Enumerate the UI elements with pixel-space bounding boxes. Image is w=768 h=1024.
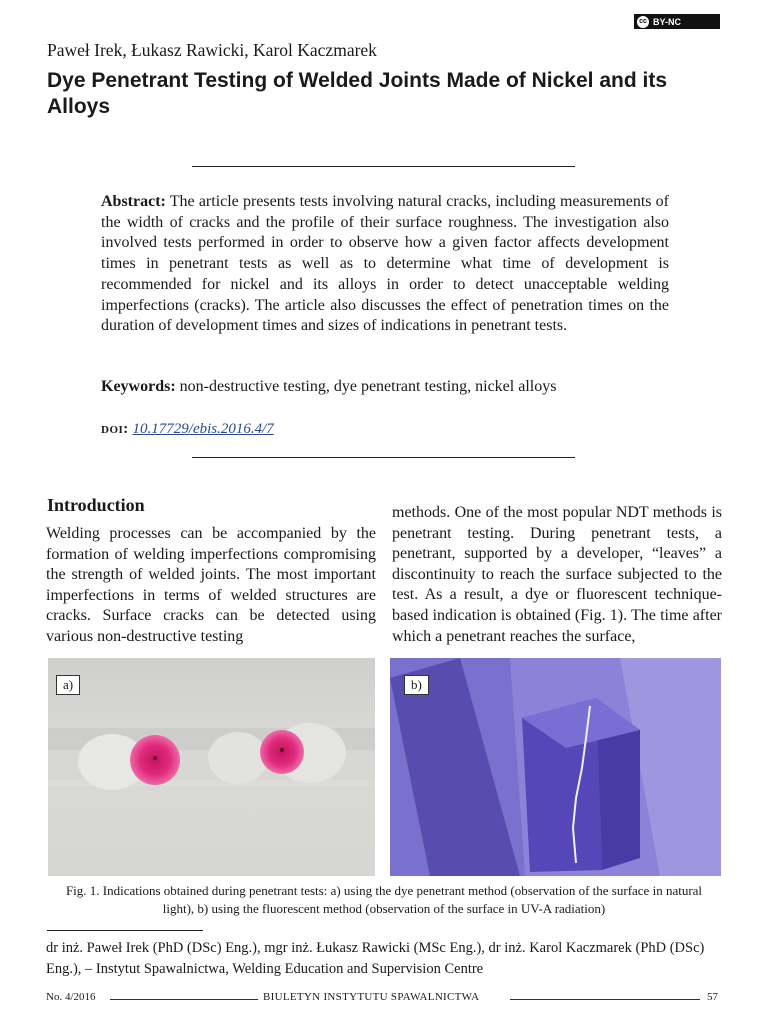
footer-line-left	[110, 999, 258, 1000]
footer-issue: No. 4/2016	[46, 991, 96, 1003]
introduction-heading: Introduction	[47, 495, 145, 515]
figure-1b-label: b)	[404, 675, 429, 695]
license-label: BY-NC	[653, 16, 682, 27]
introduction-left-column: Welding processes can be accompanied by the formation of welding imperfections compromising the strength of welded joints. The most important imperfections in terms of welded structures are cracks. Surface cracks can be detected using various non-destructive testing	[46, 525, 376, 645]
abstract-text: The article presents tests involving natural cracks, including measurements of the width of cracks and the profile of their surface roughness. The investigation also involved tests performed in order to observe how a given factor affects development times in penetrant tests as well as to determine what time of development is recommended for nickel and its alloys in order to detect unacceptable welding imperfections (cracks). The article also discusses the effect of penetration times on the duration of development times and sizes of indications in penetrant tests.	[101, 193, 669, 335]
figure-1a-photo	[48, 658, 375, 876]
abstract-top-rule	[192, 166, 575, 167]
introduction-right-column: methods. One of the most popular NDT methods is penetrant testing. During penetrant tests, a penetrant, supported by a developer, “leaves” a discontinuity to reach the surface subjected to the test. As a result, a dye or fluorescent technique-based indication is obtained (Fig. 1). The time after which a penetrant reaches the surface,	[392, 504, 722, 645]
authors: Paweł Irek, Łukasz Rawicki, Karol Kaczmarek	[47, 40, 377, 60]
footer-page-number: 57	[707, 991, 718, 1003]
figure-1-caption: Fig. 1. Indications obtained during penetrant tests: a) using the dye penetrant method (observation of the surface in natural light), b) using the fluorescent method (observation of the surface in UV-A radiation)	[65, 883, 703, 916]
footnote-rule	[47, 930, 203, 931]
figure-1b-photo	[390, 658, 721, 876]
figure-1a-label: a)	[56, 675, 80, 695]
article-title: Dye Penetrant Testing of Welded Joints Made of Nickel and its Alloys	[47, 69, 668, 118]
keywords-label: Keywords:	[101, 378, 176, 395]
abstract	[101, 192, 669, 337]
keywords-text: non-destructive testing, dye penetrant testing, nickel alloys	[175, 378, 557, 395]
doi-label: doi:	[101, 421, 129, 437]
figure-1b-image	[390, 658, 721, 876]
figure-1a-image	[48, 658, 375, 876]
doi-link[interactable]: 10.17729/ebis.2016.4/7	[132, 421, 274, 437]
creative-commons-icon: cc	[637, 16, 649, 28]
footer-journal: BIULETYN INSTYTUTU SPAWALNICTWA	[263, 991, 480, 1003]
footer-line-right	[510, 999, 700, 1000]
abstract-bottom-rule	[192, 457, 575, 458]
doi	[101, 421, 274, 438]
license-badge	[634, 14, 720, 29]
author-affiliations-footnote: dr inż. Paweł Irek (PhD (DSc) Eng.), mgr inż. Łukasz Rawicki (MSc Eng.), dr inż. Karol Kaczmarek (PhD (DSc) Eng.), – Instytut Spawalnictwa, Welding Education and Supervision Centre	[46, 940, 705, 977]
keywords	[101, 378, 556, 396]
abstract-label: Abstract:	[101, 193, 166, 210]
